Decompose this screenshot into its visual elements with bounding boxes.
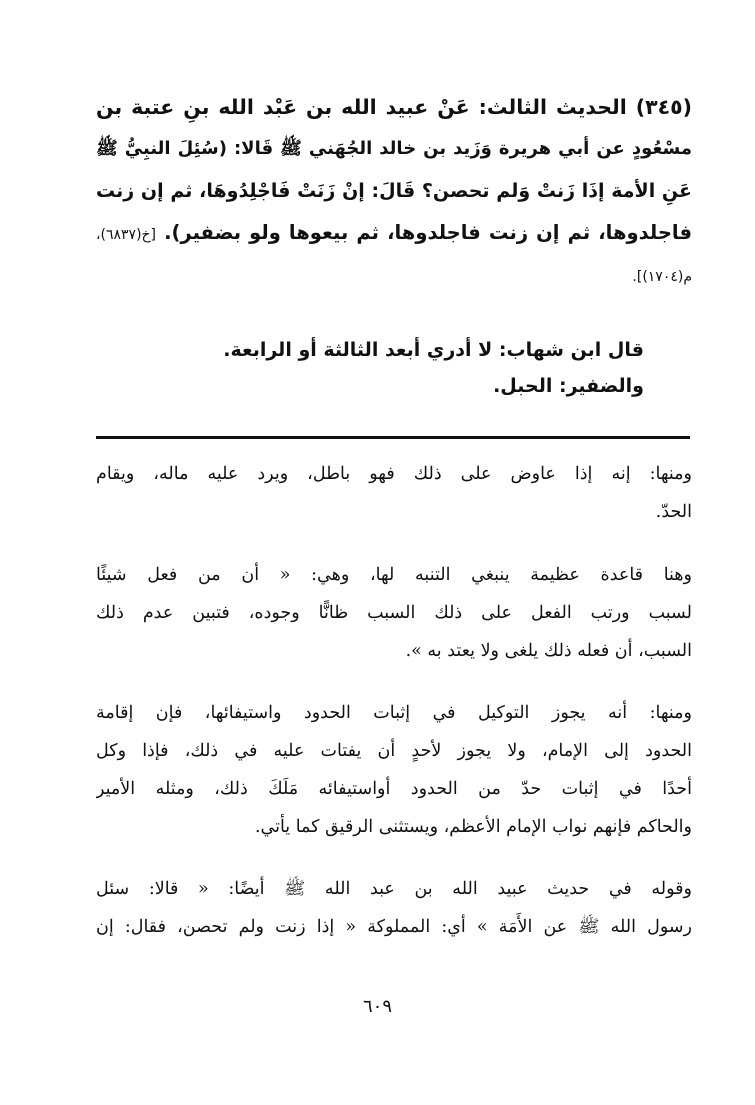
commentary-paragraph-4 [96,870,692,946]
commentary-paragraph-3 [96,694,692,846]
hadith-line-4 [96,212,692,256]
commentary-3-line-1: ومنها: أنه يجوز التوكيل في إثبات الحدود واستيفائها، فإن إقامة [96,703,692,723]
commentary-3-line-2: الحدود إلى الإمام، ولا يجوز لأحدٍ أن يفتات عليه في ذلك، فإذا وكل [96,741,692,761]
commentary-paragraph-2 [96,556,692,670]
note-ibn-shihab: قال ابن شهاب: لا أدري أبعد الثالثة أو الرابعة. [223,339,644,361]
commentary-2-line-1: وهنا قاعدة عظيمة ينبغي التنبه لها، وهي: « أن من فعل شيئًا [96,565,692,585]
commentary-2-line-3: السبب، أن فعله ذلك يلغى ولا يعتد به ». [405,641,692,661]
commentary-1-line-2: الحدّ. [655,502,692,522]
commentary-4-line-1: وقوله في حديث عبيد الله بن عبد الله ﷺ أيضًا: « قالا: سئل [96,879,692,899]
hadith-line-4-text: فاجلدوها، ثم إن زنت فاجلدوها، ثم بيعوها ولو بضفير). [164,221,692,244]
commentary-3-line-3: أحدًا في إثبات حدّ من الحدود أواستيفائه مَلَكَ ذلك، ومثله الأمير [96,779,692,799]
hadith-line-2: مسْعُودٍ عن أبي هريرة وَزَيد بن خالد الجُهَني ﷺ قَالا: (سُئِلَ النبِيُّ ﷺ [96,138,692,159]
commentary-3-line-4: والحاكم فإنهم نواب الإمام الأعظم، ويستثنى الرقيق كما يأتي. [254,817,692,837]
commentary-1-line-1: ومنها: إنه إذا عاوض على ذلك فهو باطل، ويرد عليه ماله، ويقام [96,464,692,484]
commentary-2-line-2: لسبب ورتب الفعل على ذلك السبب ظانًّا وجوده، فتبين عدم ذلك [96,603,692,623]
hadith-reference: [خ(٦٨٣٧)، [96,227,157,243]
commentary-paragraph-1 [96,455,692,531]
hadith-line-5: م(١٧٠٤)]. [632,269,692,285]
hadith-line-1: (٣٤٥) الحديث الثالث: عَنْ عبيد الله بن عَبْد الله بنِ عتبة بن [96,95,692,119]
commentary-4-line-2: رسول الله ﷺ عن الأَمَة » أي: المملوكة « إذا زنت ولم تحصن، فقال: إن [96,917,692,937]
hadith-line-3: عَنِ الأمة إذَا زَنتْ وَلم تحصن؟ قَالَ: إنْ زَنَتْ فَاجْلِدُوهَا، ثم إن زنت [96,180,692,202]
hadith-text [96,86,692,298]
page-number: ٦٠٩ [362,996,392,1017]
note-dafir: والضفير: الحبل. [493,375,644,397]
separator-line [96,436,690,439]
